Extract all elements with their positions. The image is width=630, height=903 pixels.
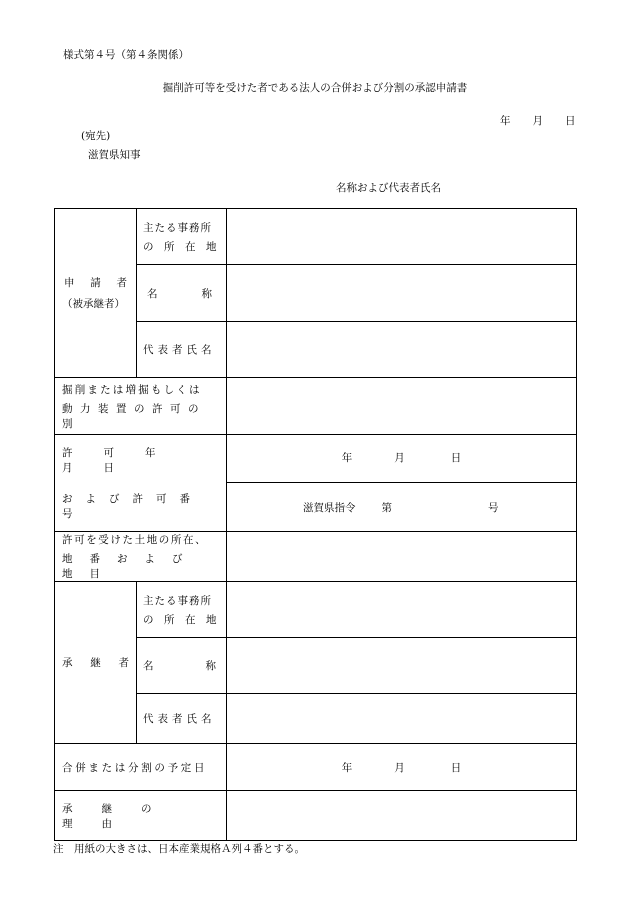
permit-date-label [55,435,227,532]
applicant-office-field[interactable] [227,209,577,265]
land-line2: 地番および地目 [62,553,200,580]
name-char-2: 称 [201,287,212,300]
permit-date-line1: 許可年月日 [62,447,187,474]
permit-type-line2: 動力装置の許可の別 [62,402,206,430]
permit-day-label: 日 [450,452,462,464]
scheduled-date-label [55,744,227,791]
rep-label-text: 代表者氏名 [143,713,216,725]
applicant-name-field[interactable] [227,265,577,322]
successor-char-1: 承 [62,657,73,669]
year-label: 年 [500,115,511,127]
permit-month-label: 月 [394,452,405,464]
land-line1: 許可を受けた土地の所在、 [62,534,208,546]
permit-date-line2: および許可番号 [62,493,203,520]
office-label-line2: の 所 在 地 [143,613,217,626]
office-label-line1: 主たる事務所 [143,594,212,607]
scheduled-day-label: 日 [450,761,462,774]
permit-type-line1: 掘削または増掘もしくは [62,383,202,396]
name-char-1: 名 [143,660,154,672]
successor-office-field[interactable] [227,582,577,638]
permit-date-field[interactable] [227,435,577,483]
permit-year-label: 年 [341,452,353,464]
successor-rep-label [137,694,227,744]
form-number: 様式第４号（第４条関係） [63,49,189,61]
recipient: 滋賀県知事 [88,149,141,161]
applicant-rep-field[interactable] [227,322,577,378]
permit-type-field[interactable] [227,378,577,435]
month-label: 月 [532,115,543,127]
successor-char-3: 者 [118,657,129,669]
scheduled-date-text: 合併または分割の予定日 [62,761,208,774]
applicant-office-label [137,209,227,265]
document-title: 掘削許可等を受けた者である法人の合併および分割の承認申請書 [162,82,468,94]
name-char-2: 称 [205,660,216,672]
rep-label-text: 代表者氏名 [143,344,216,356]
scheduled-month-label: 月 [394,761,405,774]
day-label: 日 [565,115,576,127]
successor-group-label [55,582,137,744]
applicant-rep-label: 名称および代表者氏名 [336,182,441,194]
successor-char-2: 継 [90,657,101,669]
successor-name-field[interactable] [227,638,577,694]
land-field[interactable] [227,532,577,582]
permit-number-field[interactable] [227,483,577,532]
applicant-char-2: 請 [90,277,101,289]
permit-number-suffix: 号 [488,501,499,514]
applicant-group-label [55,209,137,378]
scheduled-year-label: 年 [341,761,353,774]
permit-designation: 滋賀県指令 [303,501,356,514]
applicant-char-1: 申 [64,277,75,289]
office-label-line2: の 所 在 地 [143,240,217,253]
applicant-char-3: 者 [116,277,127,289]
successor-rep-field[interactable] [227,694,577,744]
permit-type-label [55,378,227,435]
successor-name-label [137,638,227,694]
addressee-label: (宛先) [81,130,111,142]
reason-text: 承継の理由 [62,802,181,830]
applicant-sub-label: （被承継者） [62,298,125,310]
permit-number-prefix: 第 [381,501,392,514]
application-form-table [54,208,577,841]
applicant-name-label [137,265,227,322]
office-label-line1: 主たる事務所 [143,221,212,234]
successor-office-label [137,582,227,638]
reason-field[interactable] [227,791,577,841]
paper-size-note: 注 用紙の大きさは、日本産業規格Ａ列４番とする。 [53,843,305,855]
reason-label [55,791,227,841]
applicant-rep-label [137,322,227,378]
scheduled-date-field[interactable] [227,744,577,791]
name-char-1: 名 [147,287,158,300]
land-label [55,532,227,582]
header-date [500,113,576,128]
